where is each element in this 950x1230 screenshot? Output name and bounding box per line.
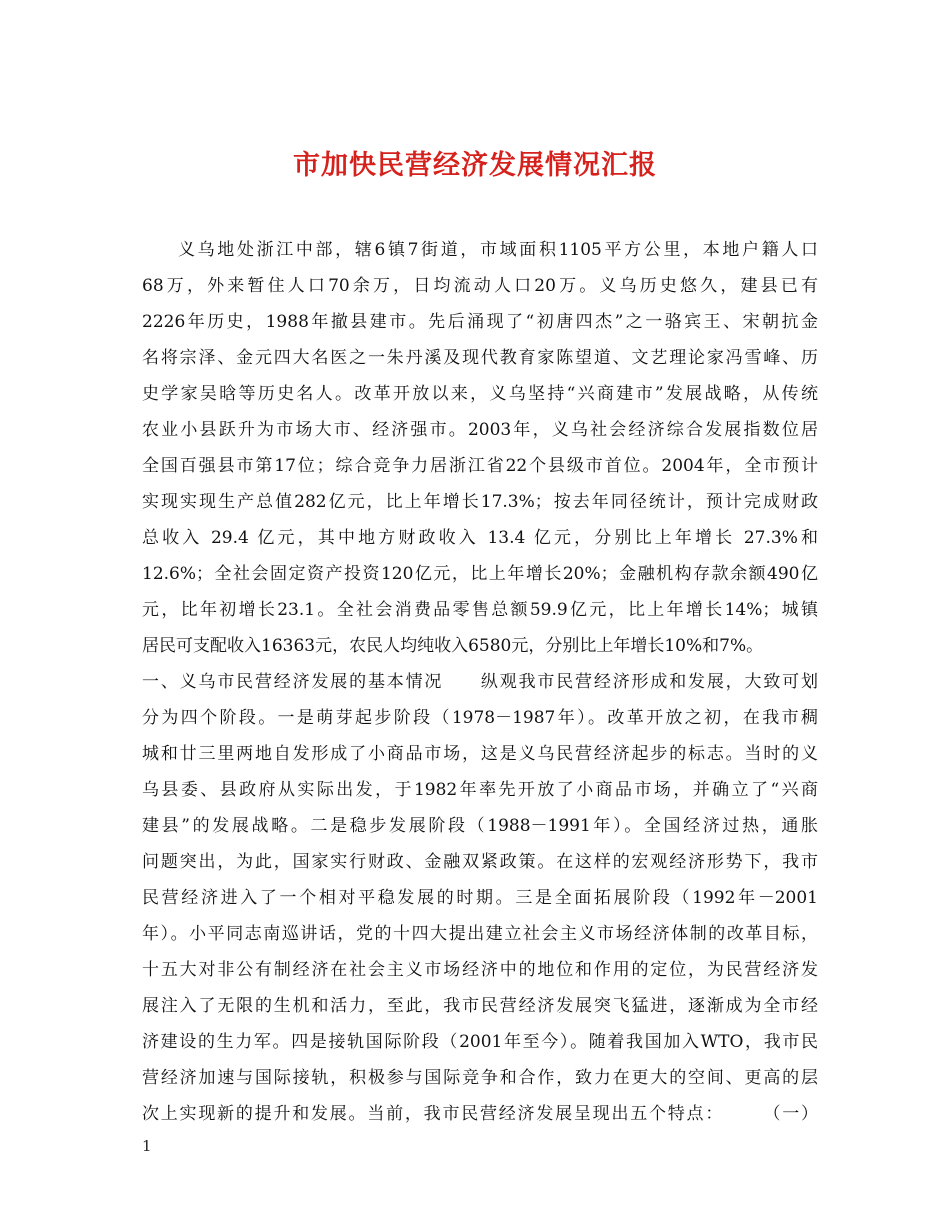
paragraph-line: 名将宗泽、金元四大名医之一朱丹溪及现代教育家陈望道、文艺理论家冯雪峰、历 — [142, 348, 818, 368]
paragraph-line: 展注入了无限的生机和活力，至此，我市民营经济发展突飞猛进，逐渐成为全市经 — [142, 996, 818, 1016]
paragraph-line: 农业小县跃升为市场大市、经济强市。2003年，义乌社会经济综合发展指数位居 — [142, 420, 818, 440]
paragraph-line: 民营经济进入了一个相对平稳发展的时期。三是全面拓展阶段（1992年－2001 — [142, 888, 818, 908]
body-text — [142, 232, 818, 1132]
paragraph-line: 实现实现生产总值282亿元，比上年增长17.3%；按去年同径统计，预计完成财政 — [142, 492, 818, 512]
paragraph-line: 城和廿三里两地自发形成了小商品市场，这是义乌民营经济起步的标志。当时的义 — [142, 744, 818, 764]
paragraph-line: 68万，外来暂住人口70余万，日均流动人口20万。义乌历史悠久，建县已有 — [142, 276, 818, 296]
paragraph-line: 济建设的生力军。四是接轨国际阶段（2001年至今）。随着我国加入WTO，我市民 — [142, 1032, 818, 1052]
paragraph-line: 年）。小平同志南巡讲话，党的十四大提出建立社会主义市场经济体制的改革目标， — [142, 924, 818, 944]
paragraph-line: 营经济加速与国际接轨，积极参与国际竞争和合作，致力在更大的空间、更高的层 — [142, 1068, 818, 1088]
paragraph-line: 问题突出，为此，国家实行财政、金融双紧政策。在这样的宏观经济形势下，我市 — [142, 852, 818, 872]
paragraph-line: 全国百强县市第17位；综合竞争力居浙江省22个县级市首位。2004年，全市预计 — [142, 456, 818, 476]
page-title: 市加快民营经济发展情况汇报 — [293, 150, 657, 182]
paragraph-line: 史学家吴晗等历史名人。改革开放以来，义乌坚持“兴商建市”发展战略，从传统 — [142, 384, 818, 404]
paragraph-line: 分为四个阶段。一是萌芽起步阶段（1978－1987年）。改革开放之初，在我市稠 — [142, 708, 818, 728]
paragraph-line: 2226年历史，1988年撤县建市。先后涌现了“初唐四杰”之一骆宾王、宋朝抗金 — [142, 312, 818, 332]
paragraph-line: 居民可支配收入16363元，农民人均纯收入6580元，分别比上年增长10%和7%。 — [142, 636, 764, 656]
paragraph-line: 12.6%；全社会固定资产投资120亿元，比上年增长20%；金融机构存款余额490亿 — [142, 564, 818, 584]
paragraph-line: 总收入 29.4 亿元，其中地方财政收入 13.4 亿元，分别比上年增长 27.3%和 — [142, 528, 818, 548]
paragraph-line: 十五大对非公有制经济在社会主义市场经济中的地位和作用的定位，为民营经济发 — [142, 960, 818, 980]
paragraph-line: 乌县委、县政府从实际出发，于1982年率先开放了小商品市场，并确立了“兴商 — [142, 780, 818, 800]
page-number: 1 — [142, 1137, 152, 1155]
paragraph-line: 建县”的发展战略。二是稳步发展阶段（1988－1991年）。全国经济过热，通胀 — [142, 816, 818, 836]
paragraph-line: 元，比年初增长23.1。全社会消费品零售总额59.9亿元，比上年增长14%；城镇 — [142, 600, 818, 620]
paragraph-line: 义乌地处浙江中部，辖6镇7街道，市域面积1105平方公里，本地户籍人口 — [178, 240, 818, 260]
section-heading-line: 一、义乌市民营经济发展的基本情况 纵观我市民营经济形成和发展，大致可划 — [142, 672, 818, 692]
paragraph-line: 次上实现新的提升和发展。当前，我市民营经济发展呈现出五个特点： （一） — [142, 1104, 818, 1124]
